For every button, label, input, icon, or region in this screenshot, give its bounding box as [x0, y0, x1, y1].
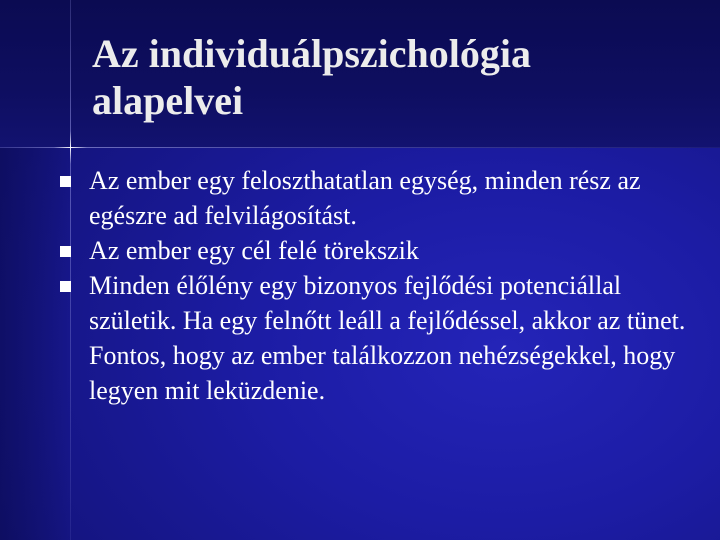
square-bullet-icon [60, 176, 71, 187]
bullet-item [60, 163, 710, 233]
bullet-text: Az ember egy cél felé törekszik [89, 236, 419, 265]
slide-title-line: Az individuálpszichológia [92, 31, 531, 76]
horizontal-rule [0, 147, 720, 148]
bullet-text: Az ember egy feloszthatatlan egység, minden rész az egészre ad felvilágosítást. [89, 166, 641, 230]
slide-title-line: alapelvei [92, 78, 244, 123]
bullet-item [60, 268, 710, 408]
bullet-text: Minden élőlény egy bizonyos fejlődési potenciállal születik. Ha egy felnőtt leáll a fejlődéssel, akkor az tünet. Fontos, hogy az ember találkozzon nehézségekkel, hogy legyen mit leküzdenie. [89, 271, 686, 405]
bullet-item [60, 233, 710, 268]
bullet-list [60, 163, 710, 408]
square-bullet-icon [60, 281, 71, 292]
square-bullet-icon [60, 246, 71, 257]
slide-title [92, 30, 692, 124]
sparkle-icon [54, 131, 87, 164]
